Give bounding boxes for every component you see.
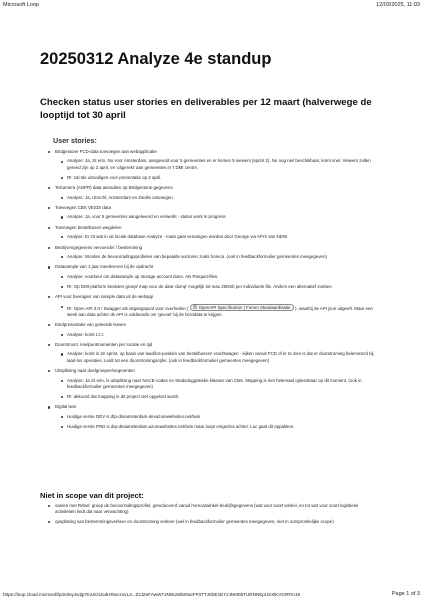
- story-title: Doorstroom: knelpuntmomenten per locatie en tijd: [55, 341, 153, 347]
- list-item: [48, 205, 378, 221]
- sub-list: [55, 274, 378, 290]
- list-item: [48, 404, 378, 430]
- sub-list: [55, 234, 378, 240]
- openapi-link-label: OpenAPI Specification | Forum Standaardisatie: [198, 304, 291, 310]
- sub-list: [55, 158, 378, 181]
- print-footer-page-number: Page 1 of 3: [391, 591, 420, 597]
- list-item: [55, 304, 378, 319]
- openapi-link-chip[interactable]: [190, 304, 294, 312]
- api-text-before: RI: Open API 3.0 / Swagger als uitgangspunt voor overheden (: [67, 305, 189, 311]
- list-item: RI: zal tde uitnodigen voor presentatie op 2 april.: [55, 175, 378, 181]
- list-item: Huidige versie PRD is dtp-dmiamsterdam.azurewebsites.net/twin maar loopt enigszins achter. Luc gaat dit oppakken.: [55, 424, 378, 430]
- sub-list: [55, 332, 378, 338]
- user-stories-list: [48, 149, 378, 434]
- list-item: [48, 185, 378, 201]
- list-item: [48, 368, 378, 400]
- list-item: [48, 294, 378, 318]
- sub-list: [55, 414, 378, 430]
- list-item: Analyse: Ja, Utrecht, Amsterdam en Zwolle ontvangen.: [55, 195, 378, 201]
- story-title: Bedrijvengegevens vervoerder / bestemming: [55, 244, 143, 250]
- list-item: Analyse: Worden de bevoorradingsprofielen van bepaalde sectoren zoals horeca. (ook in feedbackformulier gemeentes meegegeven): [55, 254, 378, 260]
- link-page-icon: [193, 305, 197, 309]
- print-header-timestamp: 12/03/2025, 11:03: [376, 2, 420, 8]
- story-title: Eindpresentatie van geleerde lessen: [55, 322, 127, 328]
- out-of-scope-list: [48, 503, 378, 528]
- list-item: [48, 149, 378, 181]
- story-title: Datasample van 1 jaar meeleveren bij de opdracht: [55, 264, 154, 270]
- print-header-left: Microsoft Loop: [3, 2, 40, 8]
- sub-list: [55, 214, 378, 220]
- list-item: RI: akkoord dat mapping in dit project niet opgelost wordt.: [55, 394, 378, 400]
- list-item: RI: Op DMI-platform besloten groep/ map voor de data 'dump' mogelijk tot max 250mb per individuele file. Anders een alternatief zoeken.: [55, 284, 378, 290]
- list-item: Analyse: komt in 2e sprint, op basis van laad/los-posities van bestelbussen vrachtwagen - kijken vanuit FCD of er te zien is dat er doorstroming belemmerd bij laad-los operaties. Leidt tot een doorstromingscijfer. (ook in feedbackformulier gemeentes meegegeven): [55, 351, 378, 364]
- sub-list: [55, 254, 378, 260]
- story-title: API voor bevragen van sample data uit de webapp: [55, 294, 154, 300]
- user-stories-heading: User stories:: [53, 136, 97, 145]
- story-title: Toevoegen CBS VESDI data: [55, 204, 111, 210]
- story-title: Bridgestone FCD-data toevoegen aan webapplicatie: [55, 149, 157, 154]
- api-text-after: ), waarbij de API json uitgeeft. Maar een week aan data achter de API is voldoende om 'gevoel' bij de brondata te krijgen.: [67, 305, 373, 317]
- story-title: Toevoegen bestelbusen wegdelen: [55, 224, 122, 230]
- sub-list: [55, 195, 378, 201]
- story-title: Digital twin: [55, 404, 77, 410]
- list-item: [48, 264, 378, 290]
- print-footer-url: https://loop.cloud.microsoft/print/eyJwIjp7InUiOiJodHRwczovL3...ZzJZeFAwWTJNNUs0b0toeFF0TTJSbE1EYzJNM05TURNNEpUSXlKVGRFIn19: [3, 592, 301, 597]
- list-item: Analyse: Ja, zit erin. Nu voor Amsterdam, aangevuld voor 5 gemeentes en er komen 5 viewers (sprint 2). Nu nog niet beschikbaar, komt snel. Viewers zullen gereed zijn op 2 april, en 'uitgerekt' aan gemeentes in 't DMI centre.: [55, 158, 378, 171]
- list-item: opsplitsing van bestemmingsverkeer en doorstroming verkeer (wel in feedbackformulier gemeentes meegegeven, niet in oorspronkelijke scope): [48, 519, 378, 525]
- page-title: 20250312 Analyze 4e standup: [40, 50, 272, 68]
- list-item: [48, 342, 378, 364]
- story-title: Uitsplitsing naar doelgroepen/segmenten: [55, 368, 135, 374]
- list-item: [48, 322, 378, 338]
- list-item: Analyse: Ja, voor 5 gemeentes aangeleverd en verwerkt - status work in progress: [55, 214, 378, 220]
- list-item: [48, 225, 378, 241]
- list-item: samen met Rebel: groep de bevoorradingsprofiel, gereduceerd vanuit horeca/winkel-bedrijfsgegevens (wat voor soort winkel, en tot wat voor soort logistieke activiteiten leidt dat naar verwachting): [48, 503, 378, 516]
- list-item: Huidige versie DEV is dtp-dmiamsterdam-devazurewebsites.net/twin: [55, 414, 378, 420]
- list-item: Analyse: Er zit wat in uit locale database Analyze - maar gaat vervangen worden door George via API's van NDW.: [55, 234, 378, 240]
- list-item: Analyse: Ja zit erin, is uitsplitsing naar NACE-codes en Stadsdoggistieke klasses van CBS. Mapping is niet helemaal opleesbaar op dit moment. (ook in feedbackformulier gemeentes meegegeven): [55, 378, 378, 391]
- out-of-scope-heading: Niet in scope van dit project:: [40, 491, 144, 500]
- story-title: Telcamera (ANPR) data aansullen op Bridgestone-gegevens: [55, 185, 173, 191]
- list-item: Analyse: komt t.z.t.: [55, 332, 378, 338]
- sub-list: [55, 304, 378, 319]
- section-heading: Checken status user stories en deliverables per 12 maart (halverwege de looptijd tot 30 april: [40, 97, 372, 121]
- sub-list: [55, 378, 378, 401]
- list-item: Analyse: voorkeur om datasample op storage account doen. Als Parquet-files.: [55, 274, 378, 280]
- sub-list: [55, 351, 378, 364]
- list-item: [48, 245, 378, 261]
